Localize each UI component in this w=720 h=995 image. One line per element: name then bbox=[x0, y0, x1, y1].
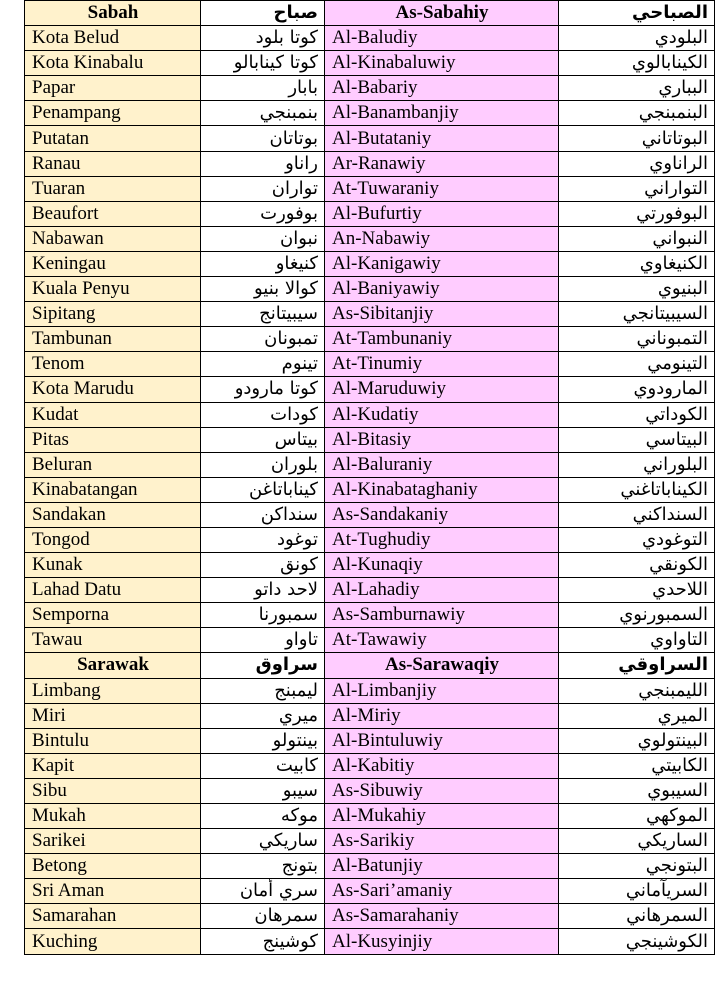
arabic-name-cell: موكه bbox=[201, 804, 325, 829]
nisba-arabic-cell: الكونقي bbox=[559, 553, 715, 578]
arabic-name-cell: بيتاس bbox=[201, 427, 325, 452]
arabic-name-cell: ساريكي bbox=[201, 829, 325, 854]
nisba-latin-cell: Al-Lahadiy bbox=[325, 578, 559, 603]
latin-name-cell: Sandakan bbox=[25, 502, 201, 527]
nisba-arabic-cell: الكوداتي bbox=[559, 402, 715, 427]
table-row bbox=[25, 553, 715, 578]
table-row bbox=[25, 201, 715, 226]
table-row bbox=[25, 477, 715, 502]
latin-name-cell: Kinabatangan bbox=[25, 477, 201, 502]
header-nisba-latin-cell: As-Sarawaqiy bbox=[325, 653, 559, 678]
latin-name-cell: Betong bbox=[25, 854, 201, 879]
arabic-name-cell: بلوران bbox=[201, 452, 325, 477]
nisba-latin-cell: Al-Bufurtiy bbox=[325, 201, 559, 226]
table-row bbox=[25, 502, 715, 527]
nisba-latin-cell: At-Tinumiy bbox=[325, 352, 559, 377]
table-row bbox=[25, 327, 715, 352]
nisba-latin-cell: Al-Kinabaluwiy bbox=[325, 51, 559, 76]
latin-name-cell: Bintulu bbox=[25, 728, 201, 753]
latin-name-cell: Keningau bbox=[25, 251, 201, 276]
nisba-arabic-cell: المارودوي bbox=[559, 377, 715, 402]
nisba-latin-cell: As-Sarikiy bbox=[325, 829, 559, 854]
nisba-arabic-cell: البلوراني bbox=[559, 452, 715, 477]
latin-name-cell: Papar bbox=[25, 76, 201, 101]
nisba-arabic-cell: الكوشينجي bbox=[559, 929, 715, 954]
nisba-arabic-cell: اللاحدي bbox=[559, 578, 715, 603]
header-nisba-latin-cell: As-Sabahiy bbox=[325, 1, 559, 26]
nisba-latin-cell: As-Sari’amaniy bbox=[325, 879, 559, 904]
header-arabic-name-cell: صباح bbox=[201, 1, 325, 26]
table-row bbox=[25, 76, 715, 101]
nisba-arabic-cell: التينومي bbox=[559, 352, 715, 377]
latin-name-cell: Tongod bbox=[25, 527, 201, 552]
nisba-arabic-cell: الموكهي bbox=[559, 804, 715, 829]
nisba-arabic-cell: السيبوي bbox=[559, 778, 715, 803]
latin-name-cell: Kota Kinabalu bbox=[25, 51, 201, 76]
latin-name-cell: Limbang bbox=[25, 678, 201, 703]
nisba-latin-cell: As-Sandakaniy bbox=[325, 502, 559, 527]
nisba-arabic-cell: الكابيتي bbox=[559, 753, 715, 778]
nisba-arabic-cell: السمبورنوي bbox=[559, 603, 715, 628]
nisba-latin-cell: Al-Kunaqiy bbox=[325, 553, 559, 578]
place-names-table bbox=[24, 0, 715, 955]
arabic-name-cell: ميري bbox=[201, 703, 325, 728]
nisba-latin-cell: Al-Kanigawiy bbox=[325, 251, 559, 276]
arabic-name-cell: سمرهان bbox=[201, 904, 325, 929]
table-row bbox=[25, 578, 715, 603]
nisba-latin-cell: At-Tughudiy bbox=[325, 527, 559, 552]
arabic-name-cell: نبوان bbox=[201, 226, 325, 251]
latin-name-cell: Sipitang bbox=[25, 302, 201, 327]
nisba-latin-cell: Al-Bintuluwiy bbox=[325, 728, 559, 753]
table-row bbox=[25, 854, 715, 879]
latin-name-cell: Kudat bbox=[25, 402, 201, 427]
arabic-name-cell: كوتا بلود bbox=[201, 26, 325, 51]
nisba-arabic-cell: التاواوي bbox=[559, 628, 715, 653]
arabic-name-cell: كوالا بنيو bbox=[201, 277, 325, 302]
table-row bbox=[25, 527, 715, 552]
latin-name-cell: Mukah bbox=[25, 804, 201, 829]
table-row bbox=[25, 151, 715, 176]
nisba-arabic-cell: التواراني bbox=[559, 176, 715, 201]
table-row bbox=[25, 929, 715, 954]
arabic-name-cell: بوفورت bbox=[201, 201, 325, 226]
nisba-arabic-cell: الليمبنجي bbox=[559, 678, 715, 703]
table-row bbox=[25, 126, 715, 151]
arabic-name-cell: كوتا مارودو bbox=[201, 377, 325, 402]
table-row bbox=[25, 678, 715, 703]
nisba-latin-cell: As-Sibuwiy bbox=[325, 778, 559, 803]
nisba-arabic-cell: الساريكي bbox=[559, 829, 715, 854]
table-row bbox=[25, 603, 715, 628]
latin-name-cell: Semporna bbox=[25, 603, 201, 628]
latin-name-cell: Putatan bbox=[25, 126, 201, 151]
nisba-latin-cell: Al-Maruduwiy bbox=[325, 377, 559, 402]
arabic-name-cell: كوشينج bbox=[201, 929, 325, 954]
nisba-arabic-cell: الميري bbox=[559, 703, 715, 728]
arabic-name-cell: ليمبنج bbox=[201, 678, 325, 703]
latin-name-cell: Kota Marudu bbox=[25, 377, 201, 402]
nisba-latin-cell: Al-Bitasiy bbox=[325, 427, 559, 452]
arabic-name-cell: سيبيتانج bbox=[201, 302, 325, 327]
table-row bbox=[25, 628, 715, 653]
nisba-arabic-cell: الكيناباتاغني bbox=[559, 477, 715, 502]
latin-name-cell: Penampang bbox=[25, 101, 201, 126]
nisba-arabic-cell: البباري bbox=[559, 76, 715, 101]
latin-name-cell: Kota Belud bbox=[25, 26, 201, 51]
nisba-latin-cell: Al-Butataniy bbox=[325, 126, 559, 151]
table-row bbox=[25, 226, 715, 251]
latin-name-cell: Beaufort bbox=[25, 201, 201, 226]
latin-name-cell: Tawau bbox=[25, 628, 201, 653]
table-row bbox=[25, 728, 715, 753]
nisba-latin-cell: Al-Baludiy bbox=[325, 26, 559, 51]
nisba-arabic-cell: السريآماني bbox=[559, 879, 715, 904]
nisba-arabic-cell: الراناوي bbox=[559, 151, 715, 176]
nisba-latin-cell: As-Samburnawiy bbox=[325, 603, 559, 628]
arabic-name-cell: كونق bbox=[201, 553, 325, 578]
nisba-arabic-cell: النبواني bbox=[559, 226, 715, 251]
nisba-latin-cell: At-Tawawiy bbox=[325, 628, 559, 653]
arabic-name-cell: تينوم bbox=[201, 352, 325, 377]
arabic-name-cell: بينتولو bbox=[201, 728, 325, 753]
table-row bbox=[25, 101, 715, 126]
latin-name-cell: Pitas bbox=[25, 427, 201, 452]
nisba-latin-cell: Al-Kabitiy bbox=[325, 753, 559, 778]
arabic-name-cell: كابيت bbox=[201, 753, 325, 778]
arabic-name-cell: بابار bbox=[201, 76, 325, 101]
nisba-latin-cell: An-Nabawiy bbox=[325, 226, 559, 251]
latin-name-cell: Kunak bbox=[25, 553, 201, 578]
arabic-name-cell: توغود bbox=[201, 527, 325, 552]
arabic-name-cell: سري أمان bbox=[201, 879, 325, 904]
latin-name-cell: Sarikei bbox=[25, 829, 201, 854]
latin-name-cell: Tuaran bbox=[25, 176, 201, 201]
latin-name-cell: Kuching bbox=[25, 929, 201, 954]
table-row bbox=[25, 251, 715, 276]
arabic-name-cell: بنمبنجي bbox=[201, 101, 325, 126]
arabic-name-cell: سمبورنا bbox=[201, 603, 325, 628]
section-header-row bbox=[25, 653, 715, 678]
nisba-latin-cell: Al-Kusyinjiy bbox=[325, 929, 559, 954]
nisba-latin-cell: Al-Banambanjiy bbox=[325, 101, 559, 126]
nisba-latin-cell: Al-Limbanjiy bbox=[325, 678, 559, 703]
arabic-name-cell: بتونج bbox=[201, 854, 325, 879]
nisba-latin-cell: Ar-Ranawiy bbox=[325, 151, 559, 176]
table-row bbox=[25, 703, 715, 728]
table-body bbox=[25, 1, 715, 955]
nisba-arabic-cell: البنيوي bbox=[559, 277, 715, 302]
arabic-name-cell: كودات bbox=[201, 402, 325, 427]
table-row bbox=[25, 402, 715, 427]
table-row bbox=[25, 302, 715, 327]
nisba-latin-cell: As-Samarahaniy bbox=[325, 904, 559, 929]
nisba-arabic-cell: السنداكني bbox=[559, 502, 715, 527]
latin-name-cell: Beluran bbox=[25, 452, 201, 477]
arabic-name-cell: تواران bbox=[201, 176, 325, 201]
header-latin-name-cell: Sabah bbox=[25, 1, 201, 26]
nisba-latin-cell: Al-Kudatiy bbox=[325, 402, 559, 427]
nisba-arabic-cell: البلودي bbox=[559, 26, 715, 51]
nisba-arabic-cell: البوفورتي bbox=[559, 201, 715, 226]
latin-name-cell: Sibu bbox=[25, 778, 201, 803]
latin-name-cell: Tambunan bbox=[25, 327, 201, 352]
nisba-latin-cell: As-Sibitanjiy bbox=[325, 302, 559, 327]
table-row bbox=[25, 804, 715, 829]
table-row bbox=[25, 427, 715, 452]
latin-name-cell: Samarahan bbox=[25, 904, 201, 929]
latin-name-cell: Miri bbox=[25, 703, 201, 728]
latin-name-cell: Tenom bbox=[25, 352, 201, 377]
table-row bbox=[25, 277, 715, 302]
nisba-arabic-cell: البتونجي bbox=[559, 854, 715, 879]
latin-name-cell: Sri Aman bbox=[25, 879, 201, 904]
nisba-latin-cell: Al-Kinabataghaniy bbox=[325, 477, 559, 502]
table-row bbox=[25, 352, 715, 377]
arabic-name-cell: بوتاتان bbox=[201, 126, 325, 151]
nisba-arabic-cell: البينتولوي bbox=[559, 728, 715, 753]
nisba-latin-cell: Al-Miriy bbox=[325, 703, 559, 728]
table-row bbox=[25, 778, 715, 803]
nisba-arabic-cell: الكينابالوي bbox=[559, 51, 715, 76]
header-nisba-arabic-cell: السراوقي bbox=[559, 653, 715, 678]
table-row bbox=[25, 26, 715, 51]
latin-name-cell: Nabawan bbox=[25, 226, 201, 251]
nisba-arabic-cell: السيبيتانجي bbox=[559, 302, 715, 327]
nisba-arabic-cell: البيتاسي bbox=[559, 427, 715, 452]
table-row bbox=[25, 904, 715, 929]
arabic-name-cell: كنيغاو bbox=[201, 251, 325, 276]
arabic-name-cell: تاواو bbox=[201, 628, 325, 653]
section-header-row bbox=[25, 1, 715, 26]
header-arabic-name-cell: سراوق bbox=[201, 653, 325, 678]
latin-name-cell: Kapit bbox=[25, 753, 201, 778]
nisba-latin-cell: Al-Mukahiy bbox=[325, 804, 559, 829]
nisba-arabic-cell: التوغودي bbox=[559, 527, 715, 552]
table-row bbox=[25, 377, 715, 402]
arabic-name-cell: سيبو bbox=[201, 778, 325, 803]
arabic-name-cell: تمبونان bbox=[201, 327, 325, 352]
nisba-arabic-cell: السمرهاني bbox=[559, 904, 715, 929]
table-row bbox=[25, 176, 715, 201]
nisba-latin-cell: Al-Baniyawiy bbox=[325, 277, 559, 302]
nisba-arabic-cell: الكنيغاوي bbox=[559, 251, 715, 276]
nisba-latin-cell: Al-Batunjiy bbox=[325, 854, 559, 879]
arabic-name-cell: لاحد داتو bbox=[201, 578, 325, 603]
nisba-latin-cell: Al-Baluraniy bbox=[325, 452, 559, 477]
arabic-name-cell: سنداكن bbox=[201, 502, 325, 527]
table-row bbox=[25, 829, 715, 854]
nisba-latin-cell: Al-Babariy bbox=[325, 76, 559, 101]
header-latin-name-cell: Sarawak bbox=[25, 653, 201, 678]
nisba-arabic-cell: البوتاتاني bbox=[559, 126, 715, 151]
header-nisba-arabic-cell: الصباحي bbox=[559, 1, 715, 26]
arabic-name-cell: راناو bbox=[201, 151, 325, 176]
table-row bbox=[25, 753, 715, 778]
table-row bbox=[25, 452, 715, 477]
nisba-arabic-cell: التمبوناني bbox=[559, 327, 715, 352]
nisba-latin-cell: At-Tambunaniy bbox=[325, 327, 559, 352]
latin-name-cell: Kuala Penyu bbox=[25, 277, 201, 302]
arabic-name-cell: كيناباتاغن bbox=[201, 477, 325, 502]
table-row bbox=[25, 51, 715, 76]
nisba-arabic-cell: البنمبنجي bbox=[559, 101, 715, 126]
latin-name-cell: Lahad Datu bbox=[25, 578, 201, 603]
arabic-name-cell: كوتا كينابالو bbox=[201, 51, 325, 76]
latin-name-cell: Ranau bbox=[25, 151, 201, 176]
table-row bbox=[25, 879, 715, 904]
nisba-latin-cell: At-Tuwaraniy bbox=[325, 176, 559, 201]
